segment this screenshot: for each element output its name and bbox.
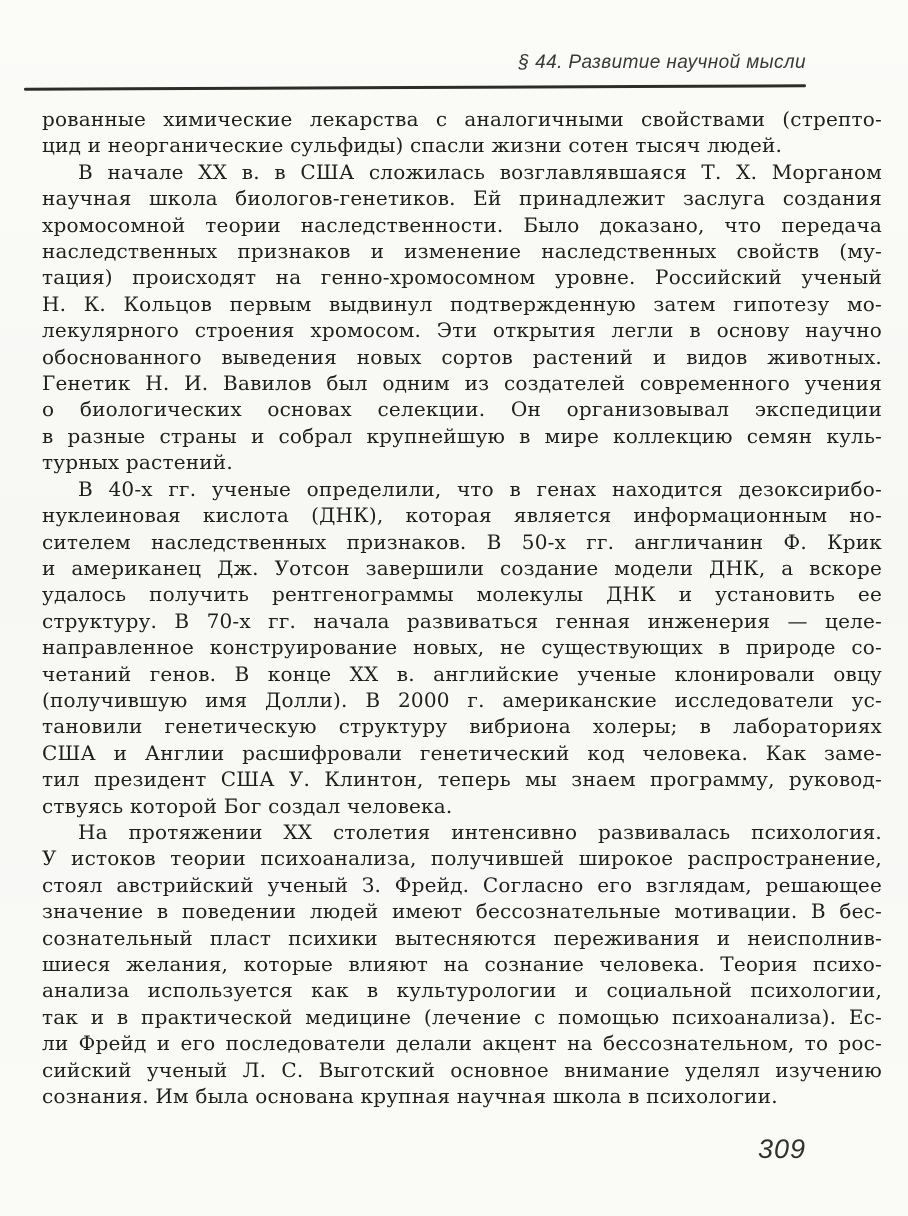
text-line: о биологических основах селекции. Он организовывал экспедиции [42, 397, 882, 422]
text-line: тация) происходят на генно-хромосомном уровне. Российский ученый [42, 265, 882, 290]
text-line: и американец Дж. Уотсон завершили создание модели ДНК, а вскоре [42, 555, 882, 580]
text-line: удалось получить рентгенограммы молекулы ДНК и установить ее [42, 582, 882, 607]
header-rule [24, 84, 806, 90]
text-line: В 40-х гг. ученые определили, что в генах находится дезоксирибо- [78, 476, 882, 501]
text-line: турных растений. [42, 450, 233, 475]
text-line: У истоков теории психоанализа, получившей широкое распространение, [42, 846, 882, 871]
text-line: четаний генов. В конце XX в. английские ученые клонировали овцу [42, 661, 882, 686]
text-line: так и в практической медицине (лечение с помощью психоанализа). Ес- [42, 1004, 882, 1029]
text-line: значение в поведении людей имеют бессознательные мотивации. В бес- [42, 899, 882, 924]
text-line: Н. К. Кольцов первым выдвинул подтвержденную затем гипотезу мо- [42, 291, 882, 316]
text-line: научная школа биологов-генетиков. Ей принадлежит заслуга создания [42, 186, 882, 211]
text-line: тил президент США У. Клинтон, теперь мы знаем программу, руковод- [42, 767, 882, 792]
text-line: рованные химические лекарства с аналогичными свойствами (стрепто- [42, 107, 882, 131]
text-line: структуру. В 70-х гг. начала развиваться генная инженерия — целе- [42, 608, 882, 633]
text-line: направленное конструирование новых, не существующих в природе со- [42, 635, 882, 660]
text-line: обоснованного выведения новых сортов растений и видов животных. [42, 344, 882, 369]
page-body [42, 106, 882, 1109]
text-line: США и Англии расшифровали генетический код человека. Как заме- [42, 740, 882, 765]
text-line: На протяжении XX столетия интенсивно развивалась психология. [78, 819, 882, 844]
text-line: хромосомной теории наследственности. Было доказано, что передача [42, 212, 882, 237]
text-line: в разные страны и собрал крупнейшую в мире коллекцию семян куль- [42, 423, 882, 448]
text-line: тановили генетическую структуру вибриона холеры; в лабораториях [42, 714, 882, 739]
text-line: стоял австрийский ученый З. Фрейд. Согласно его взглядам, решающее [42, 872, 882, 897]
text-line: Генетик Н. И. Вавилов был одним из создателей современного учения [42, 371, 882, 396]
text-line: шиеся желания, которые влияют на сознание человека. Теория психо- [42, 952, 882, 976]
text-line: сителем наследственных признаков. В 50-х гг. англичанин Ф. Крик [42, 529, 882, 554]
text-line: (получившую имя Долли). В 2000 г. американские исследователи ус- [42, 687, 882, 712]
text-line: В начале XX в. в США сложилась возглавлявшаяся Т. Х. Морганом [78, 159, 882, 184]
text-line: сознания. Им была основана крупная научная школа в психологии. [42, 1084, 778, 1109]
text-line: сознательный пласт психики вытесняются переживания и неисполнив- [42, 925, 882, 950]
text-line: ствуясь которой Бог создал человека. [42, 793, 453, 818]
text-line: цид и неорганические сульфиды) спасли жизни сотен тысяч людей. [42, 133, 783, 158]
text-line: наследственных признаков и изменение наследственных свойств (му- [42, 239, 882, 264]
text-line: ли Фрейд и его последователи делали акцент на бессознательном, то рос- [42, 1031, 882, 1056]
text-line: лекулярного строения хромосом. Эти открытия легли в основу научно [42, 318, 882, 343]
running-head-title: § 44. Развитие научной мысли [518, 52, 806, 73]
text-line: нуклеиновая кислота (ДНК), которая является информационным но- [42, 503, 882, 528]
text-line: анализа используется как в культурологии и социальной психологии, [42, 978, 882, 1003]
text-line: сийский ученый Л. С. Выготский основное внимание уделял изучению [42, 1057, 882, 1082]
page-number: 309 [757, 1134, 806, 1164]
